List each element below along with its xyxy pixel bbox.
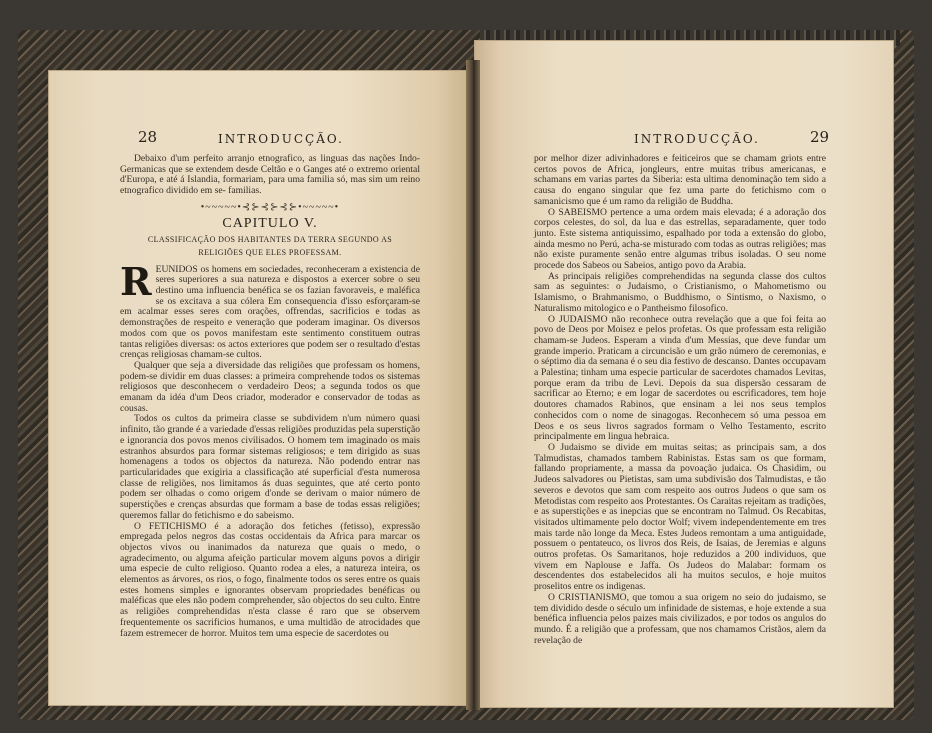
paragraph-opening-text: EUNIDOS os homens em sociedades, reconheceram a existencia de seres superiores a sua natureza e dispostos a exercer sobre o seu destino uma influencia benéfica se os fazian favoraveis, e maléfica se os excitava a sua cólera Em consequencia d'isso esforçaram-se em acalmar esses seres com orações, offrendas, sacrificios e todas as demonstrações de respeito e veneração que poderam imaginar. Os diversos modos com que os povos manifestam este sentimento constituem outras tantas religiões diversas: os actos exteriores que podem ser o resultado d'estas crenças religiosas chamam-se cultos.: [120, 263, 420, 361]
chapter-subtitle-2: RELIGIÕES QUE ELES PROFESSAM.: [198, 247, 342, 257]
paragraph: O FETICHISMO é a adoração dos fetiches (fetisso), expressão empregada pelos negros das costas occidentais da Africa para marcar os objectos vivos ou inanimados da natureza que quais o medo, o agradecimento, ou alguma afeição particular movem alguns povos a dirigir uma especie de culto religioso. Quanto rodea a eles, a natureza inteira, os elementos as árvores, os rios, o fogo, finalmente todos os seres entre os quais estes homens simples e ignorantes observam propriedades benéficas ou maléficas que eles não podem comprehender, são objectos do seu culto. Entre as religiões comprehendidas n'esta classe é raro que se observem frequentemente os sacrificios humanos, e uma multidão de atrocidades que fazem estremecer de horror. Muitos tem uma especie de sacerdotes ou: [120, 520, 420, 639]
page-number: 29: [810, 128, 830, 146]
paragraph: O SABEISMO pertence a uma ordem mais elevada; é a adoração dos corpos celestes, do sol, da lua e das estrellas, separadamente, quer todo junto. Este sistema antiquissimo, espalhado por toda a extensão do globo, ainda mesmo no Perú, acha-se misturado com todas as outras religiões; mas não existe puramente senão entre algumas tribus isoladas. O seu nome procede dos Sabeos ou Sabeios, antigo povo da Arabia.: [534, 206, 826, 272]
paragraph-opening: [120, 258, 420, 361]
left-text-column: [120, 154, 420, 639]
chapter-subtitle-1: CLASSIFICAÇÃO DOS HABITANTES DA TERRA SEGUNDO AS: [147, 235, 393, 245]
ornament-divider: •~~~~~•⊰⊱⊰⊱⊰⊱•~~~~~•: [200, 201, 340, 213]
paragraph: Qualquer que seja a diversidade das religiões que professam os homens, podem-se dividir em duas classes: a primeira comprehende todos os sistemas religiosos que desconhecem o verdadeiro Deos; a segunda todos os que emanam da idéa d'um Deos criador, moderador e conservador de todas as cousas.: [120, 359, 420, 414]
running-head: INTRODUCÇÃO.: [218, 132, 344, 146]
book-gutter: [466, 60, 480, 710]
running-head: INTRODUCÇÃO.: [634, 132, 760, 146]
left-page: [48, 70, 470, 706]
paragraph: As principais religiões comprehendidas na segunda classe dos cultos sam as seguintes: o Judaismo, o Cristianismo, o Mahometismo ou Islamismo, o Brahmanismo, o Buddhismo, o Sintismo, o Naxismo, o Naturalismo mitologico e o Pantheismo filosofico.: [534, 270, 826, 314]
drop-cap: R: [120, 258, 152, 304]
right-text-column: [534, 154, 826, 646]
page-number: 28: [138, 128, 158, 146]
paragraph: por melhor dizer adivinhadores e feiticeiros que se chamam griots entre certos povos de Africa, jongleurs, entre muitas tribus americanas, e schamans em varias partes da Siberia: esta ultima denominação tem sido a causa do engano singular que fez uma parte do fetichismo com o samanicismo que é um ramo da religião de Buddha.: [534, 153, 826, 207]
right-page: [474, 40, 894, 708]
paragraph: O CRISTIANISMO, que tomou a sua origem no seio do judaismo, se tem dividido desde o século um infinidade de sistemas, e hoje extende a sua benéfica influencia pelos paizes mais civilizados, e por todos os angulos do mundo. É a religião que a professam, que nos chamamos Cristãos, alem da revelação de: [534, 591, 826, 646]
paragraph: O Judaismo se divide em muitas seitas; as principais sam, a dos Talmudistas, chamados tambem Rabinistas. Estas sam os que formam, fallando propriamente, a massa da povoação judaica. Os Chasidim, ou Judeos salvadores ou Pietistas, sam uma subdivisão dos Talmudistas, e tão severos e devotos que sam com respeito aos outros Judeos o que sam os Metodistas com respeito aos Protestantes. Os Caraitas rejeitam as tradições, e as superstições e as inepcias que se encontram no Talmud. Os Recabitas, visitados ultimamente pelo doctor Wolf; vivem independentemente em tres mais tarde não longe da Meca. Estes Judeos remontam a uma antiguidade, possuem o pentateuco, os livros dos Reis, de Isaias, de Jeremias e alguns outros profetas. Os Samaritanos, hoje reduzidos a 200 individuos, que vivem em Naplouse e Jaffa. Os Judeos do Malabar: formam os descendentes dos estabelecidos ali ha muitos seculos, e hoje muitos proselitos entre os indigenas.: [534, 441, 826, 593]
paragraph: Todos os cultos da primeira classe se subdividem n'um número quasi infinito, tão grande é a variedade d'essas religiões produzidas pela superstição e ignorancia dos povos menos civilisados. O homem tem imaginado os mais estranhos absurdos para formar sistemas religiosos; e tem dirigido as suas homenagens a todos os objectos da natureza. Não podendo entrar nas particularidades que exigiria a classificação até superficial d'esta numerosa classe de religiões, nos limitamos ás duas seguintes, que até certo ponto podem ser olhadas o como origem d'onde se derivam o maior número de superstições e crenças absurdas que formam a base de todas essas religiões; queremos fallar do fetichismo e do sabeismo.: [120, 413, 420, 521]
chapter-title: CAPITULO V.: [222, 215, 318, 231]
intro-paragraph: Debaixo d'um perfeito arranjo etnografico, as linguas das nações Indo-Germanicas que se extendem desde Celtão e o Ganges até o extremo oriental d'Europa, e até á Islandia, formariam, para uma familia só, mas sim um reino etnografico dividido em se- familias.: [120, 153, 420, 197]
paragraph: O JUDAISMO não reconhece outra revelação que a que foi feita ao povo de Deos por Moisez e pelos profetas. Os que professam esta religião chamam-se Judeos. Esperam a vinda d'um Messias, que deve fundar um grande imperio. Praticam a circuncisão e um grão número de ceremonias, e o séptimo dia da semana é o seu dia festivo de descanso. Dantes occupavam a Palestina; tinham uma especie particular de sacerdotes chamados Levitas, porque eram da tribu de Levi. Depois da sua dispersão cessaram de sacrificar ao Eterno; e em logar de sacerdotes ou escrificadores, tem hoje doutores chamados Rabinos, que ensinam a lei nos seus templos conhecidos com o nome de sinagogas. Reconhecem só uma pessoa em Deos e os seus livros sagrados formam o Velho Testamento, escrito principalmente em lingua hebraica.: [534, 313, 826, 443]
